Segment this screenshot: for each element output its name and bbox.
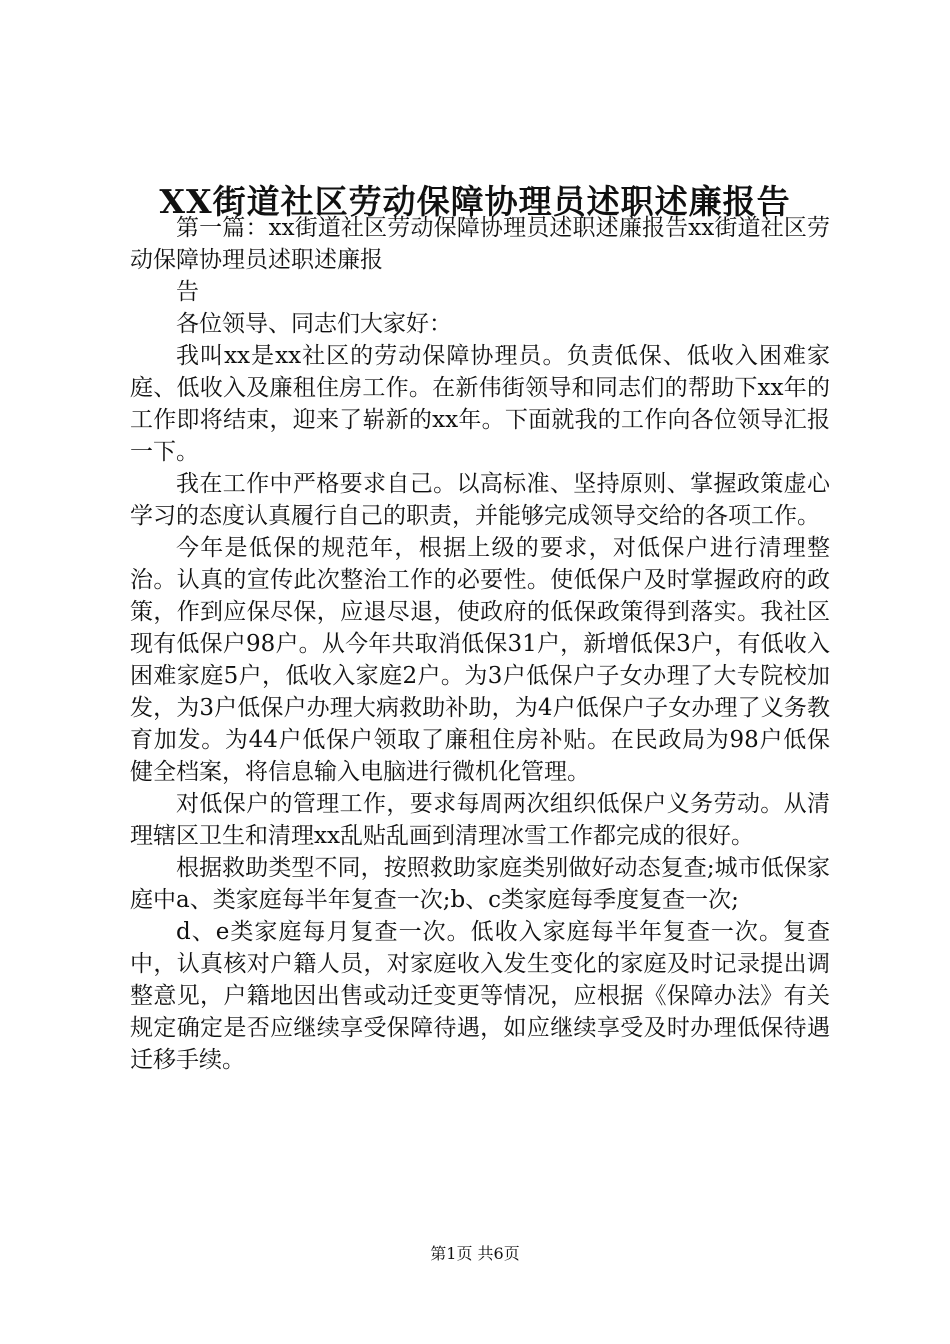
paragraph-heading: 第一篇：xx街道社区劳动保障协理员述职述廉报告xx街道社区劳动保障协理员述职述廉报 xyxy=(130,215,830,273)
paragraph-management-work: 对低保户的管理工作，要求每周两次组织低保户义务劳动。从清理辖区卫生和清理xx乱贴乱画到清理冰雪工作都完成的很好。 xyxy=(130,791,830,849)
paragraph-introduction: 我叫xx是xx社区的劳动保障协理员。负责低保、低收入困难家庭、低收入及廉租住房工作。在新伟街领导和同志们的帮助下xx年的工作即将结束，迎来了崭新的xx年。下面就我的工作向各位领导汇报一下。 xyxy=(130,343,830,465)
paragraph-dynamic-review: 根据救助类型不同，按照救助家庭类别做好动态复查;城市低保家庭中a、类家庭每半年复查一次;b、c类家庭每季度复查一次; xyxy=(130,855,830,913)
paragraph-low-income-statistics: 今年是低保的规范年，根据上级的要求，对低保户进行清理整治。认真的宣传此次整治工作的必要性。使低保户及时掌握政府的政策，作到应保尽保，应退尽退，使政府的低保政策得到落实。我社区现有低保户98户。从今年共取消低保31户，新增低保3户，有低收入困难家庭5户，低收入家庭2户。为3户低保户子女办理了大专院校加发，为3户低保户办理大病救助补助，为4户低保户子女办理了义务教育加发。为44户低保户领取了廉租住房补贴。在民政局为98户低保健全档案，将信息输入电脑进行微机化管理。 xyxy=(130,535,830,785)
paragraph-heading-continuation: 告 xyxy=(176,279,199,305)
document-body xyxy=(130,212,830,1076)
document-title: XX街道社区劳动保障协理员述职述廉报告 xyxy=(159,182,791,221)
paragraph-greeting: 各位领导、同志们大家好： xyxy=(176,311,452,337)
paragraph-work-attitude: 我在工作中严格要求自己。以高标准、坚持原则、掌握政策虚心学习的态度认真履行自己的职责，并能够完成领导交给的各项工作。 xyxy=(130,471,830,529)
page-number-footer: 第1页 共6页 xyxy=(430,1244,520,1263)
paragraph-review-details: d、e类家庭每月复查一次。低收入家庭每半年复查一次。复查中，认真核对户籍人员，对家庭收入发生变化的家庭及时记录提出调整意见，户籍地因出售或动迁变更等情况，应根据《保障办法》有关规定确定是否应继续享受保障待遇，如应继续享受及时办理低保待遇迁移手续。 xyxy=(130,919,830,1073)
